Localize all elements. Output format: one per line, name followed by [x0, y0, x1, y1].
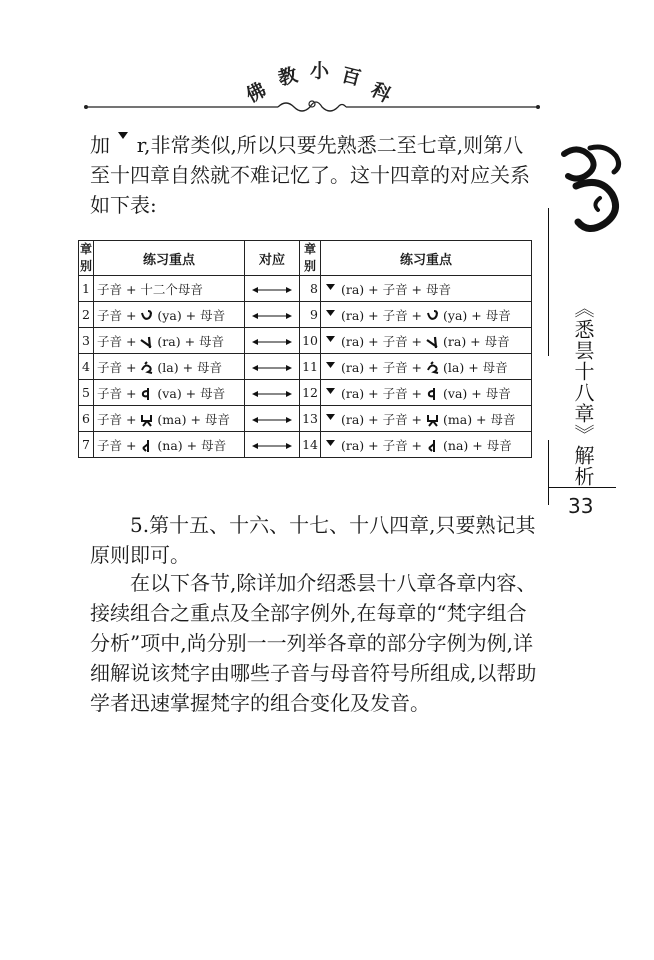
focus-left: 子音 + (ya) + 母音	[94, 302, 245, 328]
chapter-number: 13	[300, 406, 321, 432]
na-symbol-icon	[426, 439, 439, 453]
correspond-arrow	[245, 354, 300, 380]
focus-right: (ra) + 子音 + (va) + 母音	[321, 380, 532, 406]
running-header-title	[240, 60, 400, 108]
la-symbol-icon	[426, 361, 439, 375]
chapter-number: 14	[300, 432, 321, 458]
col-header-chapter: 章 别	[300, 241, 321, 276]
ma-symbol-icon	[426, 413, 439, 427]
focus-right: (ra) + 子音 + (na) + 母音	[321, 432, 532, 458]
header-ornament-rule	[82, 98, 542, 112]
focus-right: (ra) + 子音 + (ra) + 母音	[321, 328, 532, 354]
va-symbol-icon	[140, 387, 153, 401]
chapter-correspondence-table	[78, 240, 532, 458]
chapter-number: 11	[300, 354, 321, 380]
correspond-arrow	[245, 302, 300, 328]
focus-left: 子音 + (la) + 母音	[94, 354, 245, 380]
ra-mark-icon	[324, 439, 337, 453]
focus-right: (ra) + 子音 + (la) + 母音	[321, 354, 532, 380]
chapter-number: 7	[79, 432, 94, 458]
side-divider	[548, 487, 616, 488]
header-char: 教	[275, 63, 300, 90]
focus-left: 子音 + (ra) + 母音	[94, 328, 245, 354]
focus-right: (ra) + 子音 + 母音	[321, 276, 532, 302]
focus-right: (ra) + 子音 + (ma) + 母音	[321, 406, 532, 432]
col-header-correspond: 对应	[245, 241, 300, 276]
table-row	[79, 380, 532, 406]
ra-mark-icon	[324, 387, 337, 401]
focus-left: 子音 + (ma) + 母音	[94, 406, 245, 432]
col-header-chapter: 章 别	[79, 241, 94, 276]
header-char: 佛	[242, 78, 270, 108]
table-row	[79, 276, 532, 302]
ya-symbol-icon	[426, 309, 439, 323]
chapter-number: 6	[79, 406, 94, 432]
table-row	[79, 354, 532, 380]
ma-symbol-icon	[140, 413, 153, 427]
siddham-logo-icon	[556, 142, 628, 238]
la-symbol-icon	[140, 361, 153, 375]
table-row	[79, 432, 532, 458]
chapter-number: 1	[79, 276, 94, 302]
focus-left: 子音 + 十二个母音	[94, 276, 245, 302]
paragraph-rule: 5.第十五、十六、十七、十八四章,只要熟记其原则即可。	[90, 513, 536, 567]
side-section-title: 《悉昙十八章》解析	[571, 298, 595, 487]
chapter-number: 12	[300, 380, 321, 406]
ra-mark-icon	[324, 413, 337, 427]
table-row	[79, 406, 532, 432]
col-header-focus: 练习重点	[321, 241, 532, 276]
ra-mark-icon	[324, 361, 337, 375]
chapter-number: 3	[79, 328, 94, 354]
focus-right: (ra) + 子音 + (ya) + 母音	[321, 302, 532, 328]
va-symbol-icon	[426, 387, 439, 401]
para-text: 加	[90, 133, 110, 157]
correspond-arrow	[245, 328, 300, 354]
chapter-number: 10	[300, 328, 321, 354]
paragraph-description: 在以下各节,除详加介绍悉昙十八章各章内容、接续组合之重点及全部字例外,在每章的“梵字组合分析”项中,尚分别一一列举各章的部分字例为例,详细解说该梵字由哪些子音与母音符号所组成,以帮助学者迅速掌握梵字的组合变化及发音。	[90, 571, 537, 715]
correspond-arrow	[245, 380, 300, 406]
chapter-number: 5	[79, 380, 94, 406]
ra-symbol-icon	[140, 335, 153, 349]
table-row	[79, 302, 532, 328]
ra-mark-icon	[324, 335, 337, 349]
chapter-number: 9	[300, 302, 321, 328]
side-divider	[548, 208, 549, 356]
na-symbol-icon	[140, 439, 153, 453]
header-char: 百	[339, 63, 364, 90]
chapter-number: 8	[300, 276, 321, 302]
correspond-arrow	[245, 432, 300, 458]
page-number: 33	[568, 494, 594, 518]
header-char: 科	[367, 78, 395, 108]
ra-symbol-icon	[426, 335, 439, 349]
table-row	[79, 328, 532, 354]
side-divider	[548, 440, 549, 505]
ra-mark-icon	[116, 130, 130, 144]
chapter-number: 4	[79, 354, 94, 380]
ra-mark-icon	[324, 283, 337, 297]
ya-symbol-icon	[140, 309, 153, 323]
correspond-arrow	[245, 406, 300, 432]
chapter-number: 2	[79, 302, 94, 328]
focus-left: 子音 + (na) + 母音	[94, 432, 245, 458]
correspond-arrow	[245, 276, 300, 302]
paragraph-intro	[90, 130, 540, 220]
col-header-focus: 练习重点	[94, 241, 245, 276]
para-text: r,非常类似,所以只要先熟悉二至七章,则第八至十四章自然就不难记忆了。这十四章的对应关系如下表:	[90, 133, 530, 217]
focus-left: 子音 + (va) + 母音	[94, 380, 245, 406]
header-char: 小	[310, 60, 330, 82]
ra-mark-icon	[324, 309, 337, 323]
